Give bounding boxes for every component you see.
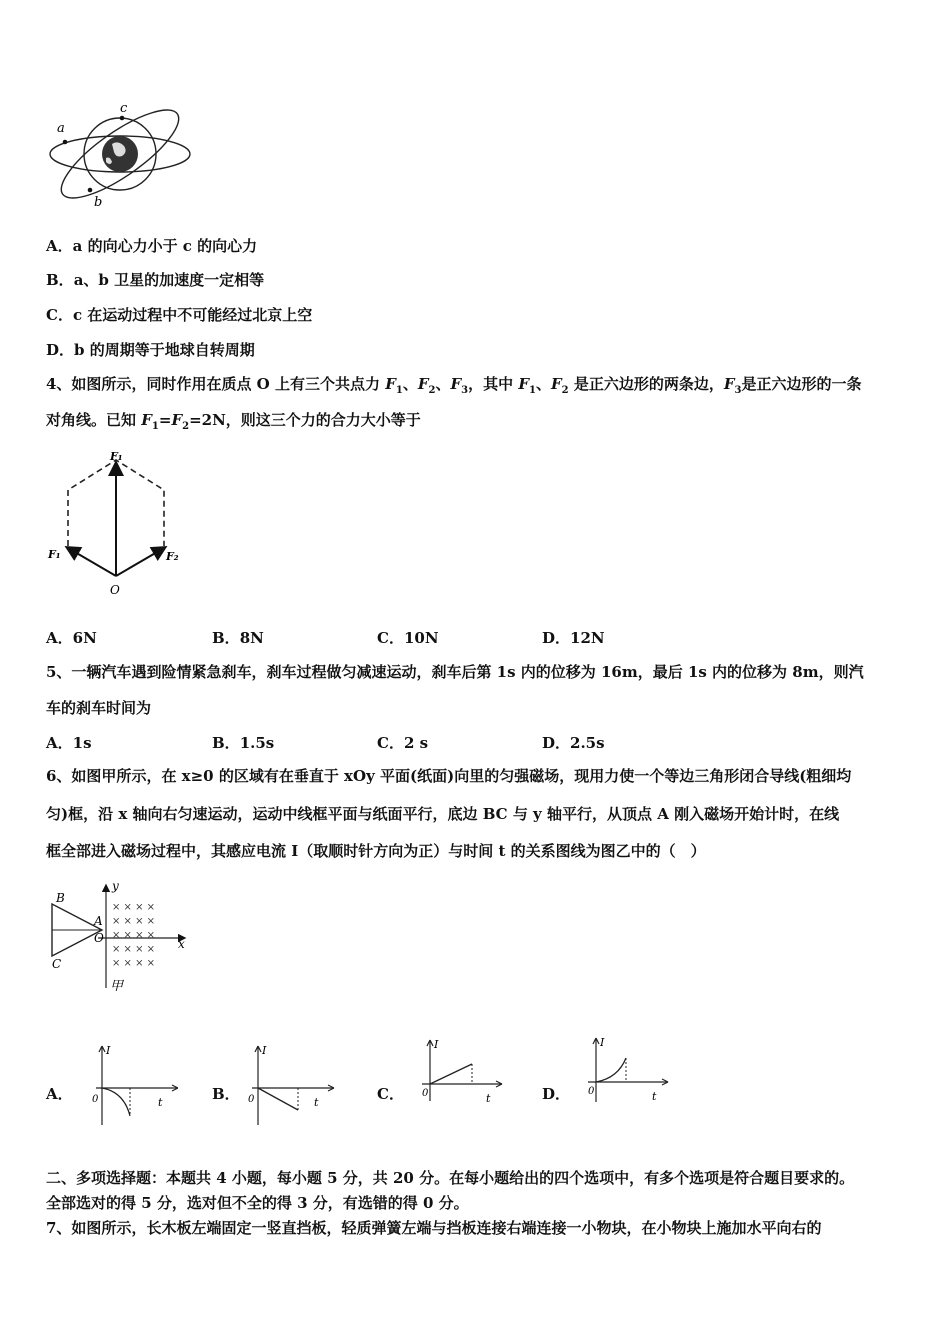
graph-a-i-label: I bbox=[106, 1044, 111, 1057]
axis-label-x: x bbox=[178, 937, 185, 951]
graph-c-i-label: I bbox=[434, 1038, 439, 1051]
force-label-f1-top: F₁ bbox=[110, 450, 123, 463]
graph-a-t-label: t bbox=[158, 1096, 163, 1109]
q3-option-a: A．a 的向心力小于 c 的向心力 bbox=[46, 237, 258, 255]
orbit-label-a: a bbox=[57, 121, 65, 136]
origin-label-o: O bbox=[94, 931, 104, 945]
q5-option-a: A．1s bbox=[46, 734, 92, 752]
q4-stem-line1: 4、如图所示，同时作用在质点 O 上有三个共点力 $F_1$、$F_2$、$F_3$，其中 $F_1$、$F_2$ 是正六边形的两条边，$F_3$是正六边形的一条 bbox=[46, 375, 862, 396]
q6-stem-line3: 框全部进入磁场过程中，其感应电流 I（取顺时针方向为正）与时间 t 的关系图线为图乙中的（ ） bbox=[46, 842, 706, 860]
axis-label-y: y bbox=[112, 879, 119, 893]
q4-option-b: B．8N bbox=[212, 629, 264, 647]
force-label-f2-right: F₂ bbox=[166, 550, 179, 563]
graph-d-i-label: I bbox=[600, 1036, 605, 1049]
q4-stem-line2: 对角线。已知 $F_1=F_2=2N$，则这三个力的合力大小等于 bbox=[46, 411, 421, 432]
q5-option-b: B．1.5s bbox=[212, 734, 275, 752]
q4-option-c: C．10N bbox=[377, 629, 439, 647]
orbit-label-c: c bbox=[120, 101, 128, 116]
q6-graph-a bbox=[88, 1040, 183, 1130]
q4-option-d: D．12N bbox=[542, 629, 605, 647]
q5-stem-line2: 车的刹车时间为 bbox=[46, 699, 152, 717]
q3-option-b: B．a、b 卫星的加速度一定相等 bbox=[46, 271, 265, 289]
q5-option-c: C．2 s bbox=[377, 734, 429, 752]
q5-stem-line1: 5、一辆汽车遇到险情紧急刹车，刹车过程做匀减速运动，刹车后第 1s 内的位移为 16m，最后 1s 内的位移为 8m，则汽 bbox=[46, 663, 864, 681]
point-label-o: O bbox=[110, 583, 120, 597]
q6-option-b-label: B． bbox=[212, 1085, 240, 1103]
graph-d-zero-label: 0 bbox=[588, 1086, 595, 1097]
section2-line1: 二、多项选择题：本题共 4 小题，每小题 5 分，共 20 分。在每小题给出的四个选项中，有多个选项是符合题目要求的。 bbox=[46, 1169, 855, 1187]
q6-option-a-label: A． bbox=[46, 1085, 73, 1103]
graph-b-t-label: t bbox=[314, 1096, 319, 1109]
orbit-label-b: b bbox=[94, 195, 103, 210]
satellite-orbits-figure bbox=[44, 100, 196, 212]
q5-option-d: D．2.5s bbox=[542, 734, 605, 752]
section2-line2: 全部选对的得 5 分，选对但不全的得 3 分，有选错的得 0 分。 bbox=[46, 1194, 469, 1212]
vertex-label-c: C bbox=[52, 957, 62, 971]
q6-graph-c bbox=[410, 1036, 505, 1126]
q7-stem-line1: 7、如图所示，长木板左端固定一竖直挡板，轻质弹簧左端与挡板连接右端连接一小物块，在小物块上施加水平向右的 bbox=[46, 1219, 822, 1237]
graph-a-zero-label: 0 bbox=[92, 1094, 99, 1105]
graph-d-t-label: t bbox=[652, 1090, 657, 1103]
vertex-label-a: A bbox=[94, 914, 103, 928]
q6-stem-line1: 6、如图甲所示，在 x≥0 的区域有在垂直于 xOy 平面(纸面)向里的匀强磁场，现用力使一个等边三角形闭合导线(粗细均 bbox=[46, 767, 852, 785]
q6-stem-line2: 匀)框，沿 x 轴向右匀速运动，运动中线框平面与纸面平行，底边 BC 与 y 轴平行，从顶点 A 刚入磁场开始计时，在线 bbox=[46, 805, 840, 823]
force-label-f1-left: F₁ bbox=[48, 548, 61, 561]
svg-text:× × × ×: × × × × bbox=[112, 958, 156, 969]
q6-option-d-label: D． bbox=[542, 1085, 571, 1103]
graph-b-i-label: I bbox=[262, 1044, 267, 1057]
hexagon-forces-figure bbox=[44, 448, 194, 598]
vertex-label-b: B bbox=[56, 891, 65, 905]
figure-caption-jia: 甲 bbox=[110, 979, 124, 994]
q6-graph-b bbox=[244, 1040, 339, 1130]
svg-text:× × × ×: × × × × bbox=[112, 902, 156, 913]
svg-text:× × × ×: × × × × bbox=[112, 930, 156, 941]
svg-text:× × × ×: × × × × bbox=[112, 916, 156, 927]
graph-c-zero-label: 0 bbox=[422, 1088, 429, 1099]
graph-b-zero-label: 0 bbox=[248, 1094, 255, 1105]
q6-graph-d bbox=[576, 1034, 671, 1124]
q3-option-c: C．c 在运动过程中不可能经过北京上空 bbox=[46, 306, 313, 324]
graph-c-t-label: t bbox=[486, 1092, 491, 1105]
svg-text:× × × ×: × × × × bbox=[112, 944, 156, 955]
magnetic-field-figure bbox=[44, 878, 204, 998]
q4-option-a: A．6N bbox=[46, 629, 97, 647]
q6-option-c-label: C． bbox=[377, 1085, 404, 1103]
q3-option-d: D．b 的周期等于地球自转周期 bbox=[46, 341, 255, 359]
